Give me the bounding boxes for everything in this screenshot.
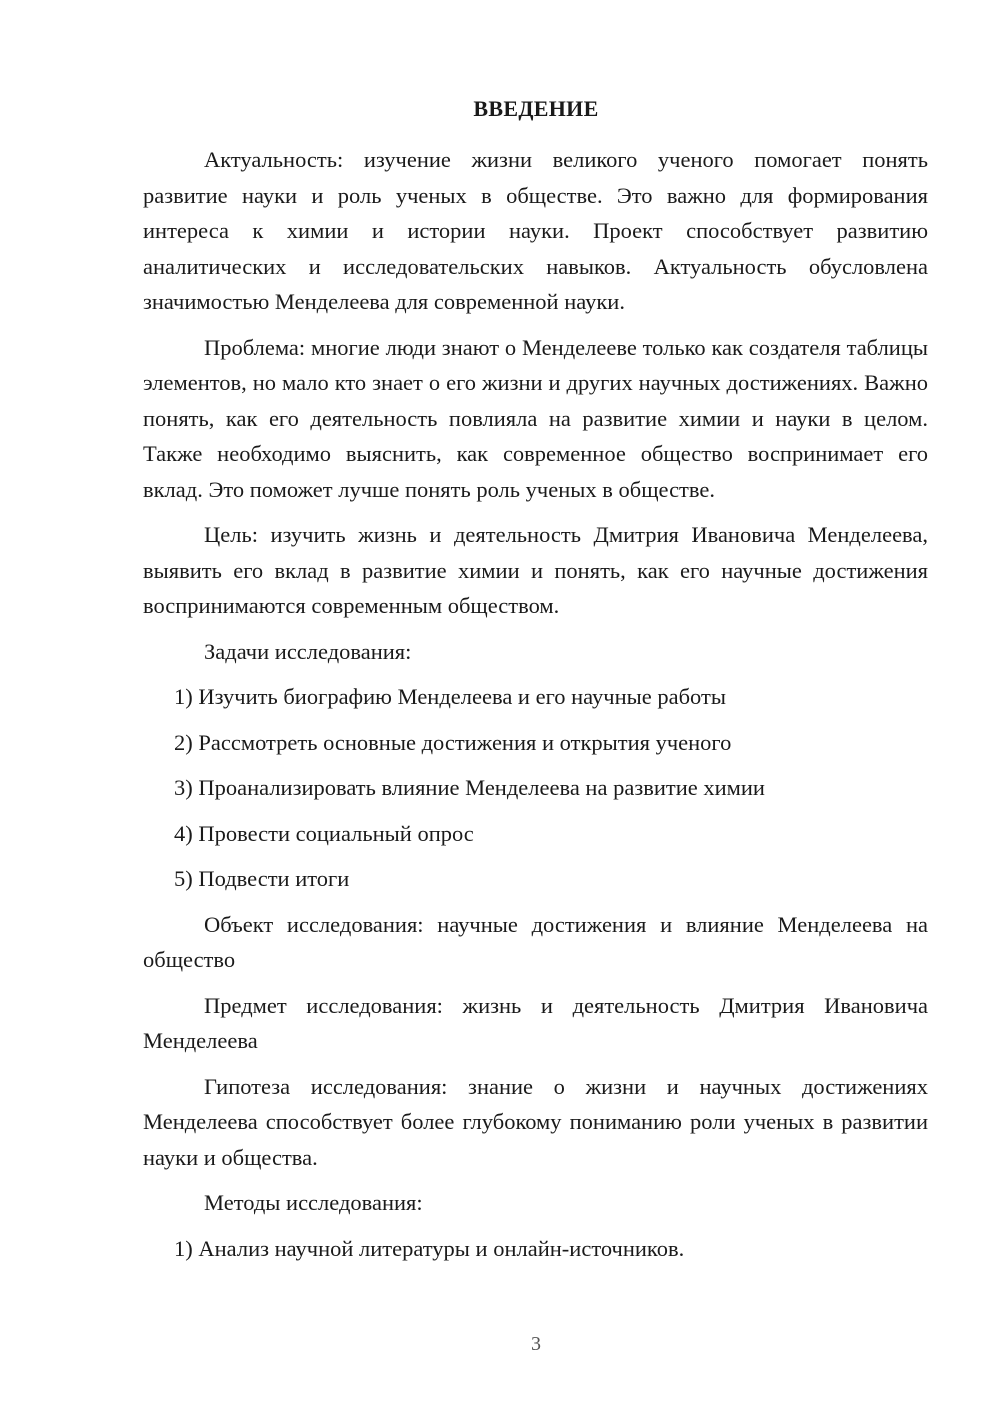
methods-heading: Методы исследования: [204,1190,423,1215]
goal-paragraph: Цель: изучить жизнь и деятельность Дмитрия Ивановича Менделеева, выявить его вклад в развитие химии и понять, как его научные достижения воспринимаются современным обществом. [143,522,928,618]
task-item: 2) Рассмотреть основные достижения и открытия ученого [174,729,732,755]
task-item: 5) Подвести итоги [174,866,350,891]
hypothesis-paragraph: Гипотеза исследования: знание о жизни и научных достижениях Менделеева способствует более глубокому пониманию роли ученых в развитии науки и общества. [143,1073,928,1170]
relevance-paragraph: Актуальность: изучение жизни великого ученого помогает понять развитие науки и роль ученых в обществе. Это важно для формирования интереса к химии и истории науки. Проект способствует развитию аналитических и исследовательских навыков. Актуальность обусловлена значимостью Менделеева для современной науки. [143,147,928,314]
problem-paragraph: Проблема: многие люди знают о Менделееве только как создателя таблицы элементов, но мало кто знает о его жизни и других научных достижениях. Важно понять, как его деятельность повлияла на развитие химии и науки в целом. Также необходимо выяснить, как современное общество воспринимает его вклад. Это поможет лучше понять роль ученых в обществе. [143,334,928,502]
page-number: 3 [531,1333,541,1355]
document-body [143,142,928,1276]
subject-paragraph: Предмет исследования: жизнь и деятельность Дмитрия Ивановича Менделеева [143,992,928,1053]
task-item: 1) Изучить биографию Менделеева и его научные работы [174,684,726,709]
object-paragraph: Объект исследования: научные достижения и влияние Менделеева на общество [143,911,928,972]
task-item: 4) Провести социальный опрос [174,820,474,846]
task-item: 3) Проанализировать влияние Менделеева на развитие химии [174,775,765,800]
page-title: ВВЕДЕНИЕ [473,96,599,121]
tasks-heading: Задачи исследования: [204,638,412,664]
method-item: 1) Анализ научной литературы и онлайн-источников. [174,1235,685,1261]
